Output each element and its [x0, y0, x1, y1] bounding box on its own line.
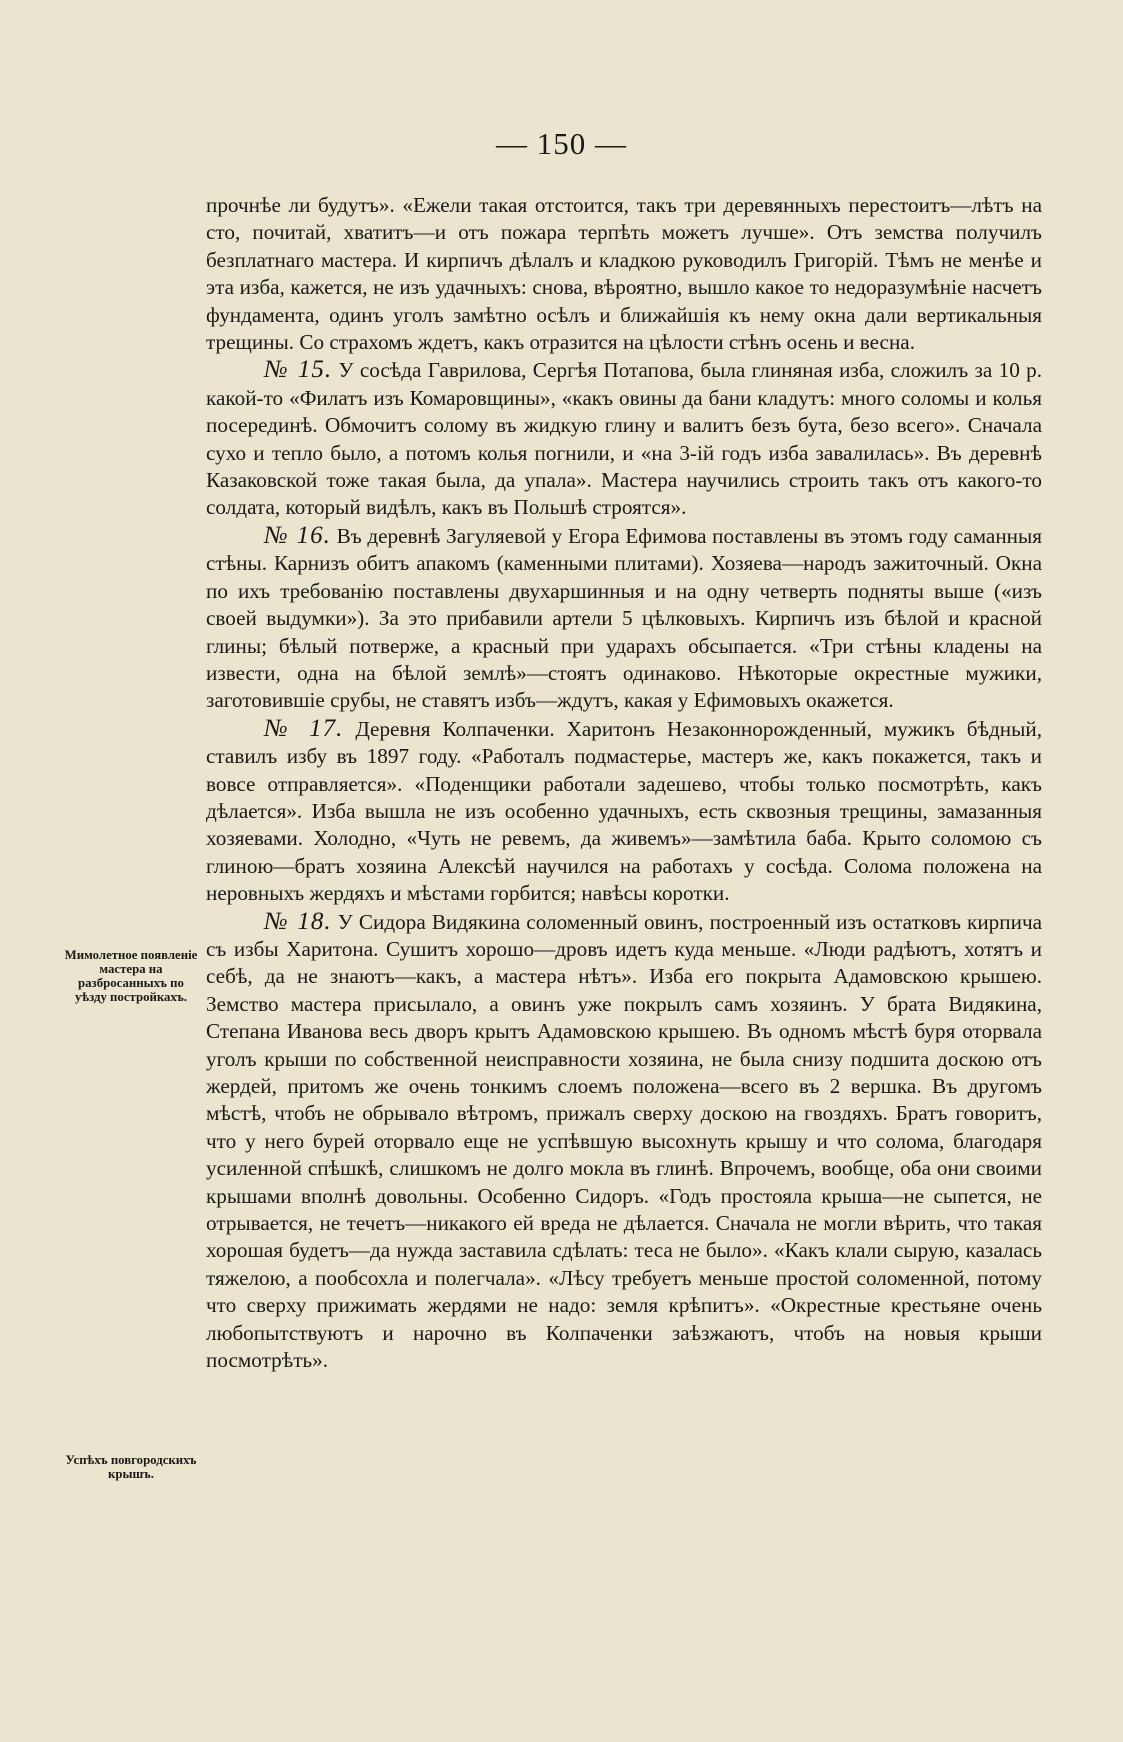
- entry-17: [206, 715, 1042, 908]
- entry-number: № 16.: [264, 521, 331, 549]
- entry-15: [206, 356, 1042, 521]
- entry-16: [206, 522, 1042, 715]
- entry-text: Деревня Колпаченки. Харитонъ Незаконнорожденный, мужикъ бѣдный, ставилъ избу въ 1897 году. «Работалъ подмастерье, мастеръ же, какъ покажется, такъ и вовсе отправляется». «Поденщики работали задешево, чтобы только посмотрѣть, какъ дѣлается». Изба вышла не изъ особенно удачныхъ, есть сквозныя трещины, замазанныя хозяевами. Холодно, «Чуть не ревемъ, да живемъ»—замѣтила баба. Крыто соломою съ глиною—братъ хозяина Алексѣй научился на работахъ у сосѣда. Солома положена на неровныхъ жердяхъ и мѣстами горбится; навѣсы коротки.: [206, 716, 1043, 906]
- page-number: — 150 —: [496, 126, 627, 161]
- entry-text: У сосѣда Гаврилова, Сергѣя Потапова, была глиняная изба, сложилъ за 10 р. какой-то «Филатъ изъ Комаровщины», «какъ овины да бани кладутъ: много соломы и колья посерединѣ. Обмочитъ солому въ жидкую глину и валитъ безъ бута, безо всего». Сначала сухо и тепло было, а потомъ колья погнили, и «на 3-ій годъ изба завалилась». Въ деревнѣ Казаковской тоже такая была, да упала». Мастера научились строить такъ отъ какого-то солдата, который видѣлъ, какъ въ Польшѣ строятся».: [206, 358, 1043, 520]
- entry-text: Въ деревнѣ Загуляевой у Егора Ефимова поставлены въ этомъ году саманныя стѣны. Карнизъ обитъ апакомъ (каменными плитами). Хозяева—народъ зажиточный. Окна по ихъ требованію поставлены двухаршинныя и на одну четверть подняты выше («изъ своей выдумки»). За это прибавили артели 5 цѣлковыхъ. Кирпичъ изъ бѣлой и красной глины; бѣлый потверже, а красный при ударахъ обсыпается. «Три стѣны кладены на извести, одна на бѣлой землѣ»—стоятъ одинаково. Нѣкоторые окрестные мужики, заготовившіе срубы, не ставятъ избъ—ждутъ, какая у Ефимовыхъ окажется.: [206, 523, 1042, 713]
- entry-18: [206, 908, 1042, 1375]
- margin-note-roofs: Успѣхъ повгородскихъ крышъ.: [65, 1453, 197, 1481]
- entry-number: № 15.: [264, 356, 333, 384]
- entry-number: № 18.: [264, 907, 332, 935]
- body-text: [206, 192, 1042, 1374]
- entry-number: № 17.: [264, 714, 344, 742]
- entry-text: У Сидора Видякина соломенный овинъ, построенный изъ остатковъ кирпича съ избы Харитона. Сушитъ хорошо—дровъ идетъ куда меньше. «Люди радѣютъ, хотятъ и себѣ, да не знаютъ—какъ, а мастера нѣтъ». Изба его покрыта Адамовскою крышею. Земство мастера присылало, а овинъ уже покрылъ самъ хозяинъ. У брата Видякина, Степана Иванова весь дворъ крытъ Адамовскою крышею. Въ одномъ мѣстѣ буря оторвала уголъ крыши по собственной неисправности хозяина, не была снизу подшита доскою отъ жердей, притомъ же очень тонкимъ слоемъ положена—всего въ 2 вершка. Въ другомъ мѣстѣ, чтобъ не обрывало вѣтромъ, прижалъ сверху доскою на гвоздяхъ. Братъ говоритъ, что у него бурей оторвало еще не успѣвшую высохнуть крышу и что солома, благодаря усиленной спѣшкѣ, слишкомъ не долго мокла въ глинѣ. Впрочемъ, вообще, оба они своими крышами вполнѣ довольны. Особенно Сидоръ. «Годъ простояла крыша—не сыпется, не отрывается, не течетъ—никакого ей вреда не дѣлается. Сначала не могли вѣрить, что такая хорошая будетъ—да нужда заставила сдѣлать: теса не было». «Какъ клали сырую, казалась тяжелою, а пообсохла и полегчала». «Лѣсу требуетъ меньше простой соломенной, потому что сверху прижимать жердями не надо: земля крѣпитъ». «Окрестные крестьяне очень любопытствуютъ и нарочно въ Колпаченки заѣзжаютъ, чтобъ на новыя крыши посмотрѣть».: [206, 909, 1043, 1373]
- margin-note-master: Мимолетное появленіе мастера на разбросанныхъ по уѣзду постройкахъ.: [64, 948, 198, 1004]
- continuation-paragraph: прочнѣе ли будутъ». «Ежели такая отстоится, такъ три деревянныхъ перестоитъ—лѣтъ на сто, почитай, хватитъ—и отъ пожара терпѣть можетъ лучше». Отъ земства получилъ безплатнаго мастера. И кирпичъ дѣлалъ и кладкою руководилъ Григорій. Тѣмъ не менѣе и эта изба, кажется, не изъ удачныхъ: снова, вѣроятно, вышло какое то недоразумѣніе насчетъ фундамента, одинъ уголъ замѣтно осѣлъ и ближайшія къ нему окна дали вертикальныя трещины. Со страхомъ ждетъ, какъ отразится на цѣлости стѣнъ осень и весна.: [206, 193, 1042, 355]
